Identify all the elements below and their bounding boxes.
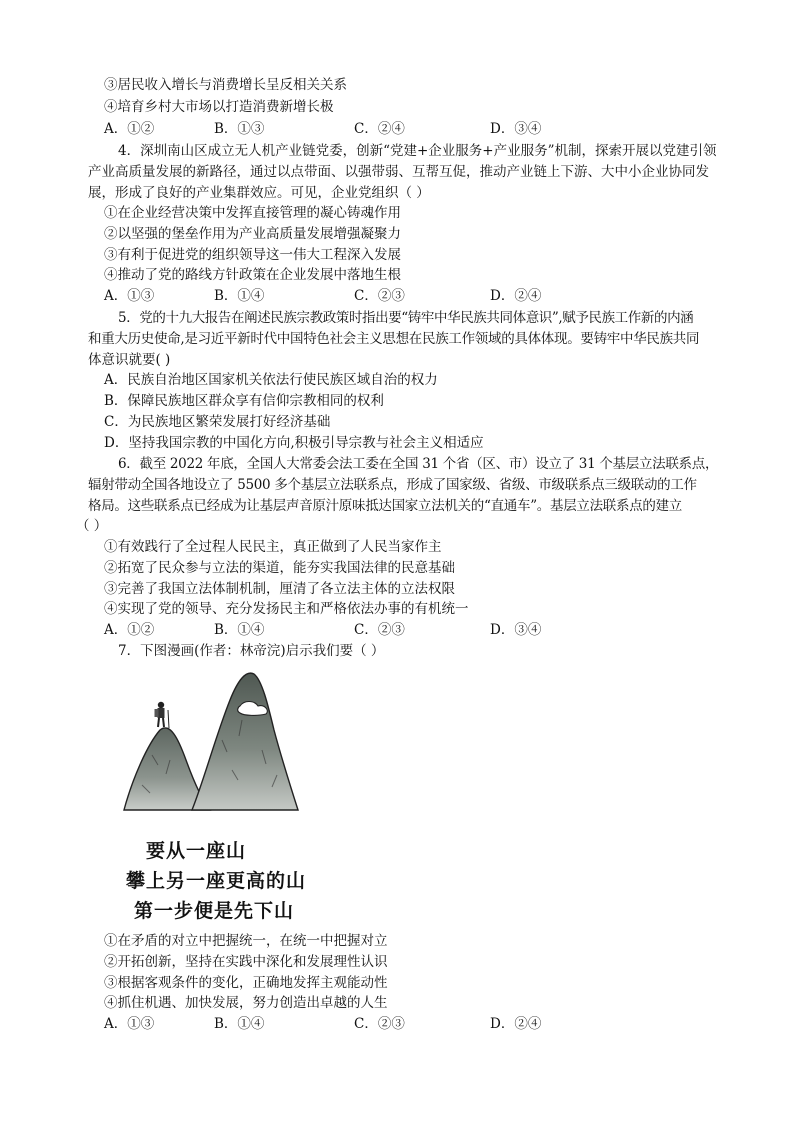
q6-option-c[interactable]: C．②③ bbox=[354, 622, 405, 638]
q4-item-3: ③有利于促进党的组织领导这一伟大工程深入发展 bbox=[104, 247, 401, 263]
q6-stem-line-2: 辐射带动全国各地设立了 5500 多个基层立法联系点，形成了国家级、省级、市级联系点三级联动的工作 bbox=[88, 477, 697, 493]
higher-mountain bbox=[192, 673, 298, 810]
q5-choice-a[interactable]: A．民族自治地区国家机关依法行使民族区域自治的权力 bbox=[104, 372, 438, 388]
q6-item-4: ④实现了党的领导、充分发扬民主和严格依法办事的有机统一 bbox=[104, 601, 469, 617]
q7-item-2: ②开拓创新，坚持在实践中深化和发展理性认识 bbox=[104, 954, 388, 970]
q7-option-a[interactable]: A．①③ bbox=[104, 1016, 155, 1032]
q5-stem-line-3: 体意识就要( ) bbox=[88, 352, 171, 368]
q7-item-4: ④抓住机遇、加快发展，努力创造出卓越的人生 bbox=[104, 995, 388, 1011]
cartoon-caption-line-2: 攀上另一座更高的山 bbox=[126, 870, 307, 892]
q6-item-3: ③完善了我国立法体制机制，厘清了各立法主体的立法权限 bbox=[104, 581, 455, 597]
q3-option-c[interactable]: C．②④ bbox=[354, 121, 405, 137]
q4-item-1: ①在企业经营决策中发挥直接管理的凝心铸魂作用 bbox=[104, 205, 401, 221]
q7-option-d[interactable]: D．②④ bbox=[490, 1016, 542, 1032]
q4-option-c[interactable]: C．②③ bbox=[354, 288, 405, 304]
q5-choice-c[interactable]: C．为民族地区繁荣发展打好经济基础 bbox=[104, 414, 331, 430]
q7-item-3: ③根据客观条件的变化，正确地发挥主观能动性 bbox=[104, 975, 388, 991]
q3-option-d[interactable]: D．③④ bbox=[490, 121, 542, 137]
q4-item-2: ②以坚强的堡垒作用为产业高质量发展增强凝聚力 bbox=[104, 226, 401, 242]
q7-stem-line-1: 7．下图漫画(作者：林帝浣)启示我们要（ ） bbox=[118, 643, 385, 659]
q5-choice-d[interactable]: D．坚持我国宗教的中国化方向,积极引导宗教与社会主义相适应 bbox=[104, 435, 484, 451]
q6-item-1: ①有效践行了全过程人民民主，真正做到了人民当家作主 bbox=[104, 539, 442, 555]
q6-option-a[interactable]: A．①② bbox=[104, 622, 155, 638]
q4-option-b[interactable]: B．①④ bbox=[214, 288, 265, 304]
q5-stem-line-1: 5．党的十九大报告在阐述民族宗教政策时指出要“铸牢中华民族共同体意识”,赋予民族工作新的内涵 bbox=[118, 310, 694, 326]
q5-choice-b[interactable]: B．保障民族地区群众享有信仰宗教相同的权利 bbox=[104, 393, 384, 409]
q7-option-c[interactable]: C．②③ bbox=[354, 1016, 405, 1032]
q6-stem-line-4: （ ） bbox=[76, 518, 108, 534]
q6-item-2: ②拓宽了民众参与立法的渠道，能夯实我国法律的民意基础 bbox=[104, 560, 455, 576]
q6-option-b[interactable]: B．①④ bbox=[214, 622, 265, 638]
q6-option-d[interactable]: D．③④ bbox=[490, 622, 542, 638]
q6-stem-line-3: 格局。这些联系点已经成为让基层声音原汁原味抵达国家立法机关的“直通车”。基层立法联系点的建立 bbox=[88, 498, 683, 514]
q4-option-d[interactable]: D．②④ bbox=[490, 288, 542, 304]
q4-option-a[interactable]: A．①③ bbox=[104, 288, 155, 304]
q5-stem-line-2: 和重大历史使命,是习近平新时代中国特色社会主义思想在民族工作领域的具体体现。要铸牢中华民族共同 bbox=[88, 331, 700, 347]
q3-item-3: ③居民收入增长与消费增长呈反相关关系 bbox=[104, 77, 347, 93]
q7-option-b[interactable]: B．①④ bbox=[214, 1016, 265, 1032]
q3-item-4: ④培育乡村大市场以打造消费新增长极 bbox=[104, 99, 334, 115]
q4-stem-line-2: 产业高质量发展的新路径，通过以点带面、以强带弱、互帮互促，推动产业链上下游、大中小企业协同发 bbox=[88, 164, 709, 180]
q7-item-1: ①在矛盾的对立中把握统一，在统一中把握对立 bbox=[104, 933, 388, 949]
cartoon-caption-line-1: 要从一座山 bbox=[146, 840, 247, 862]
q4-stem-line-1: 4．深圳南山区成立无人机产业链党委，创新“党建+企业服务+产业服务”机制，探索开展以党建引领 bbox=[118, 143, 717, 159]
q3-option-b[interactable]: B．①③ bbox=[214, 121, 265, 137]
q3-option-a[interactable]: A．①② bbox=[104, 121, 155, 137]
cartoon-caption-line-3: 第一步便是先下山 bbox=[134, 900, 295, 922]
q4-stem-line-3: 展，形成了良好的产业集群效应。可见，企业党组织（ ） bbox=[88, 185, 430, 201]
q6-stem-line-1: 6．截至 2022 年底，全国人大常委会法工委在全国 31 个省（区、市）设立了 31 个基层立法联系点， bbox=[118, 456, 719, 472]
q4-item-4: ④推动了党的路线方针政策在企业发展中落地生根 bbox=[104, 267, 401, 283]
hiker-icon bbox=[155, 702, 170, 728]
